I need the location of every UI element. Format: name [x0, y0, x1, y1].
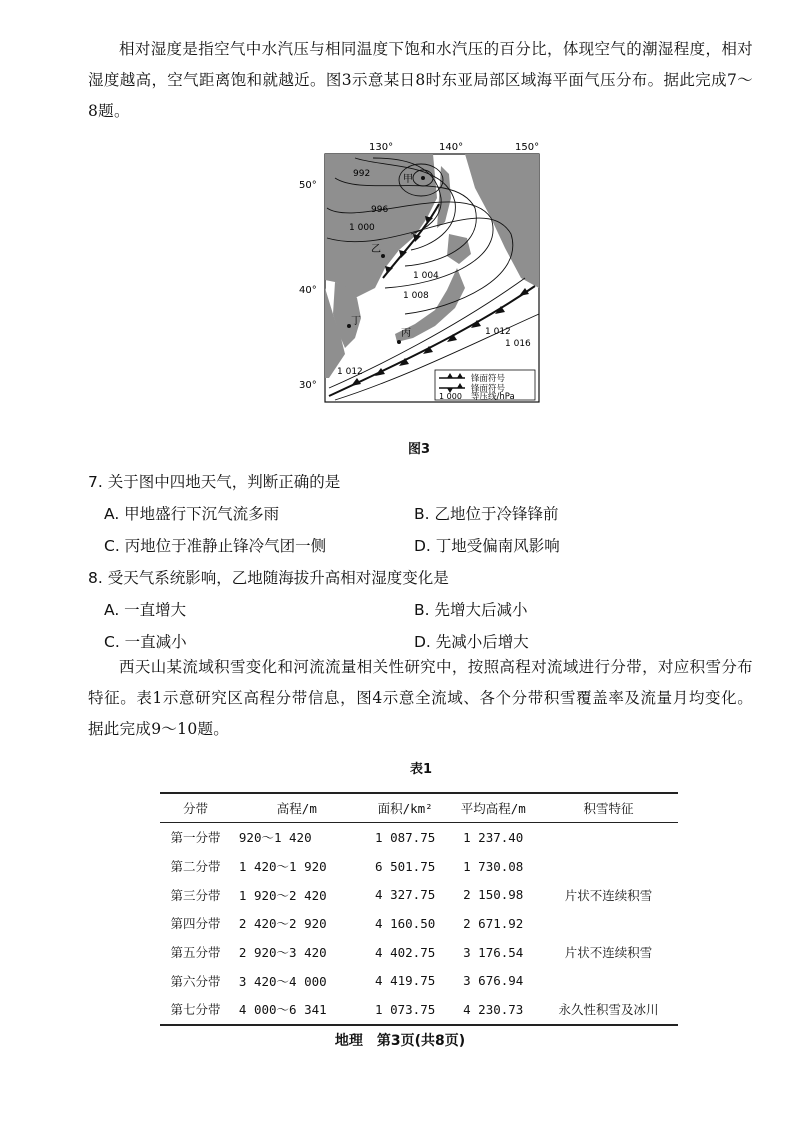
legend-warm-front: 锋面符号 — [471, 374, 506, 384]
cell-area: 4 419.75 — [375, 973, 436, 989]
cell-area: 4 402.75 — [375, 944, 436, 960]
cell-zone: 第二分带 — [170, 859, 221, 875]
question-7-stem: 7. 关于图中四地天气，判断正确的是 — [88, 473, 341, 491]
table-row — [160, 938, 678, 967]
question-8-stem: 8. 受天气系统影响，乙地随海拔升高相对湿度变化是 — [88, 569, 449, 587]
isobar-label: 992 — [353, 169, 371, 179]
passage-9-10: 西天山某流域积雪变化和河流流量相关性研究中，按照高程对流域进行分带，对应积雪分布特征。表1示意研究区高程分带信息，图4示意全流域、各个分带积雪覆盖率及流量月均变化。据此完成9～10题。 — [88, 658, 753, 738]
cell-snow-feature — [539, 823, 678, 852]
place-label-jia: 甲 — [403, 174, 413, 185]
cell-zone: 第五分带 — [170, 945, 221, 961]
isobar-label: 1 008 — [403, 291, 429, 301]
cell-area: 4 327.75 — [375, 887, 436, 903]
q8-option-c: C. 一直减小 — [104, 633, 187, 651]
lon-label: 150° — [515, 142, 540, 153]
cell-elevation: 4 000～6 341 — [238, 1002, 327, 1018]
cell-mean-elevation: 1 237.40 — [463, 829, 524, 845]
cell-elevation: 920～1 420 — [238, 830, 312, 846]
place-label-bing: 丙 — [401, 328, 411, 339]
lon-label: 140° — [439, 142, 464, 153]
cell-elevation: 1 420～1 920 — [238, 859, 327, 875]
cell-mean-elevation: 2 150.98 — [463, 887, 524, 903]
cell-mean-elevation: 3 176.54 — [463, 944, 524, 960]
place-label-yi: 乙 — [371, 244, 381, 255]
isobar-label: 1 012 — [337, 367, 363, 377]
isobar-label: 1 016 — [505, 339, 531, 349]
isobar-label: 1 012 — [485, 327, 511, 337]
cell-elevation: 2 920～3 420 — [238, 945, 327, 961]
intro-paragraph: 相对湿度是指空气中水汽压与相同温度下饱和水汽压的百分比，体现空气的潮湿程度，相对湿度越高，空气距离饱和就越近。图3示意某日8时东亚局部区域海平面气压分布。据此完成7～8题。 — [88, 40, 753, 120]
cell-elevation: 3 420～4 000 — [238, 973, 327, 989]
table-row — [160, 995, 678, 1025]
cell-area: 4 160.50 — [375, 915, 436, 931]
q7-option-a: A. 甲地盛行下沉气流多雨 — [104, 505, 280, 523]
page-footer: 地理 第3页(共8页) — [334, 1033, 466, 1049]
cell-snow-feature — [539, 966, 678, 995]
isobar-label: 1 000 — [349, 223, 375, 233]
figure-3-pressure-map — [299, 138, 547, 426]
cell-snow-feature: 永久性积雪及冰川 — [558, 1002, 659, 1018]
lon-label: 130° — [369, 142, 394, 153]
cell-zone: 第七分带 — [170, 1002, 221, 1018]
cell-area: 6 501.75 — [375, 858, 436, 874]
cell-mean-elevation: 2 671.92 — [463, 915, 524, 931]
legend-cold-front: 锋面符号 — [471, 384, 506, 394]
cell-snow-feature — [539, 909, 678, 938]
cell-mean-elevation: 4 230.73 — [463, 1001, 524, 1017]
cell-mean-elevation: 3 676.94 — [463, 973, 524, 989]
cell-mean-elevation: 1 730.08 — [463, 858, 524, 874]
table-row — [160, 823, 678, 852]
table-caption: 表1 — [410, 762, 433, 777]
q8-option-a: A. 一直增大 — [104, 601, 187, 619]
cell-area: 1 087.75 — [375, 829, 436, 845]
table-header: 高程/m — [276, 801, 317, 816]
q8-option-d: D. 先减小后增大 — [414, 633, 529, 651]
cell-snow-feature: 片状不连续积雪 — [564, 887, 653, 903]
isobar-label: 1 004 — [413, 271, 439, 281]
isobar-label: 996 — [371, 205, 389, 215]
cell-area: 1 073.75 — [375, 1001, 436, 1017]
table-header: 积雪特征 — [583, 801, 634, 816]
legend-isobar-sample: 1 000 — [439, 392, 462, 401]
table-1 — [160, 792, 678, 1026]
q7-option-c: C. 丙地位于准静止锋冷气团一侧 — [104, 537, 327, 555]
table-row — [160, 852, 678, 881]
table-header: 面积/km² — [377, 801, 433, 816]
figure-caption: 图3 — [408, 442, 431, 457]
cell-elevation: 2 420～2 920 — [238, 916, 327, 932]
cell-zone: 第六分带 — [170, 973, 221, 989]
cell-zone: 第三分带 — [170, 887, 221, 903]
q7-option-b: B. 乙地位于冷锋锋前 — [414, 505, 559, 523]
legend-isobar: 等压线/hPa — [471, 392, 515, 402]
cell-snow-feature — [539, 852, 678, 881]
table-row — [160, 966, 678, 995]
cell-zone: 第四分带 — [170, 916, 221, 932]
table-header: 分带 — [182, 801, 208, 816]
q8-option-b: B. 先增大后减小 — [414, 601, 528, 619]
q7-option-d: D. 丁地受偏南风影响 — [414, 537, 560, 555]
table-row — [160, 880, 678, 909]
place-label-ding: 丁 — [351, 316, 361, 327]
lat-label: 50° — [299, 180, 317, 191]
cell-zone: 第一分带 — [170, 830, 221, 846]
lat-label: 30° — [299, 380, 317, 391]
table-header: 平均高程/m — [460, 801, 526, 816]
cell-snow-feature: 片状不连续积雪 — [564, 945, 653, 961]
cell-elevation: 1 920～2 420 — [238, 887, 327, 903]
lat-label: 40° — [299, 285, 317, 296]
table-row — [160, 909, 678, 938]
